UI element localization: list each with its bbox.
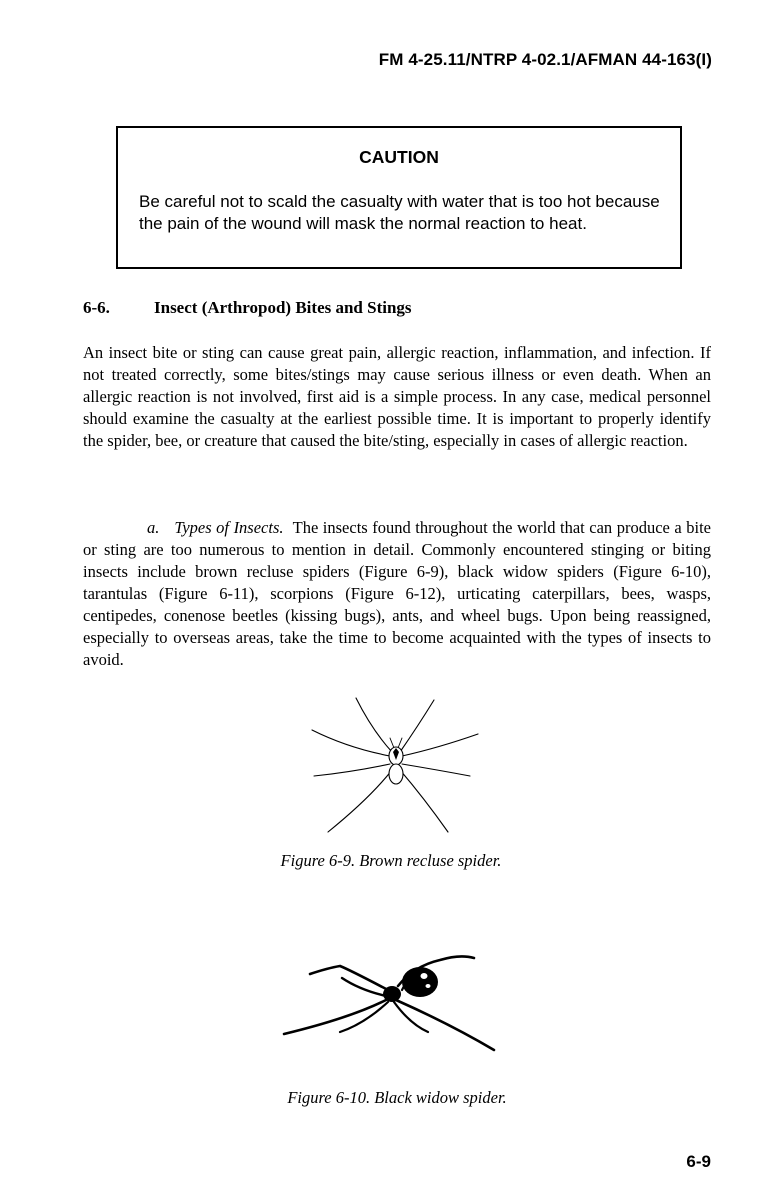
- caution-text: Be careful not to scald the casualty with water that is too hot because the pain of the wound will mask the normal reaction to heat.: [139, 192, 660, 233]
- types-of-insects-paragraph: [83, 517, 711, 671]
- subsection-label: a.: [147, 518, 160, 537]
- subsection-title: Types of Insects.: [174, 518, 284, 537]
- subsection-text: The insects found throughout the world that can produce a bite or sting are too numerous to mention in detail. Commonly encountered stinging or biting insects include brown recluse spiders (Figure 6-9), black widow spiders (Figure 6-10), tarantulas (Figure 6-11), scorpions (Figure 6-12), urticating caterpillars, bees, wasps, centipedes, conenose beetles (kissing bugs), ants, and wheel bugs. Upon being reassigned, especially to overseas areas, take the time to become acquainted with the types of insects to avoid.: [83, 518, 711, 669]
- black-widow-spider-illustration: [280, 940, 500, 1055]
- figure-6-10-caption: Figure 6-10. Black widow spider.: [287, 1088, 507, 1107]
- section-title: Insect (Arthropod) Bites and Stings: [154, 298, 412, 317]
- page-number: 6-9: [686, 1152, 711, 1171]
- caution-box: [116, 126, 682, 269]
- section-heading: [83, 298, 712, 318]
- figure-6-9-caption: Figure 6-9. Brown recluse spider.: [280, 851, 502, 870]
- caution-title: CAUTION: [359, 147, 439, 167]
- brown-recluse-spider-illustration: [300, 690, 510, 840]
- intro-paragraph: An insect bite or sting can cause great pain, allergic reaction, inflammation, and infection. If not treated correctly, some bites/stings may cause serious illness or even death. When an allergic reaction is not involved, first aid is a simple process. In any case, medical personnel should examine the casualty at the earliest possible time. It is important to properly identify the spider, bee, or creature that caused the bite/sting, especially in cases of allergic reaction.: [83, 343, 711, 450]
- section-number: 6-6.: [83, 298, 110, 317]
- document-header: FM 4-25.11/NTRP 4-02.1/AFMAN 44-163(I): [378, 50, 712, 69]
